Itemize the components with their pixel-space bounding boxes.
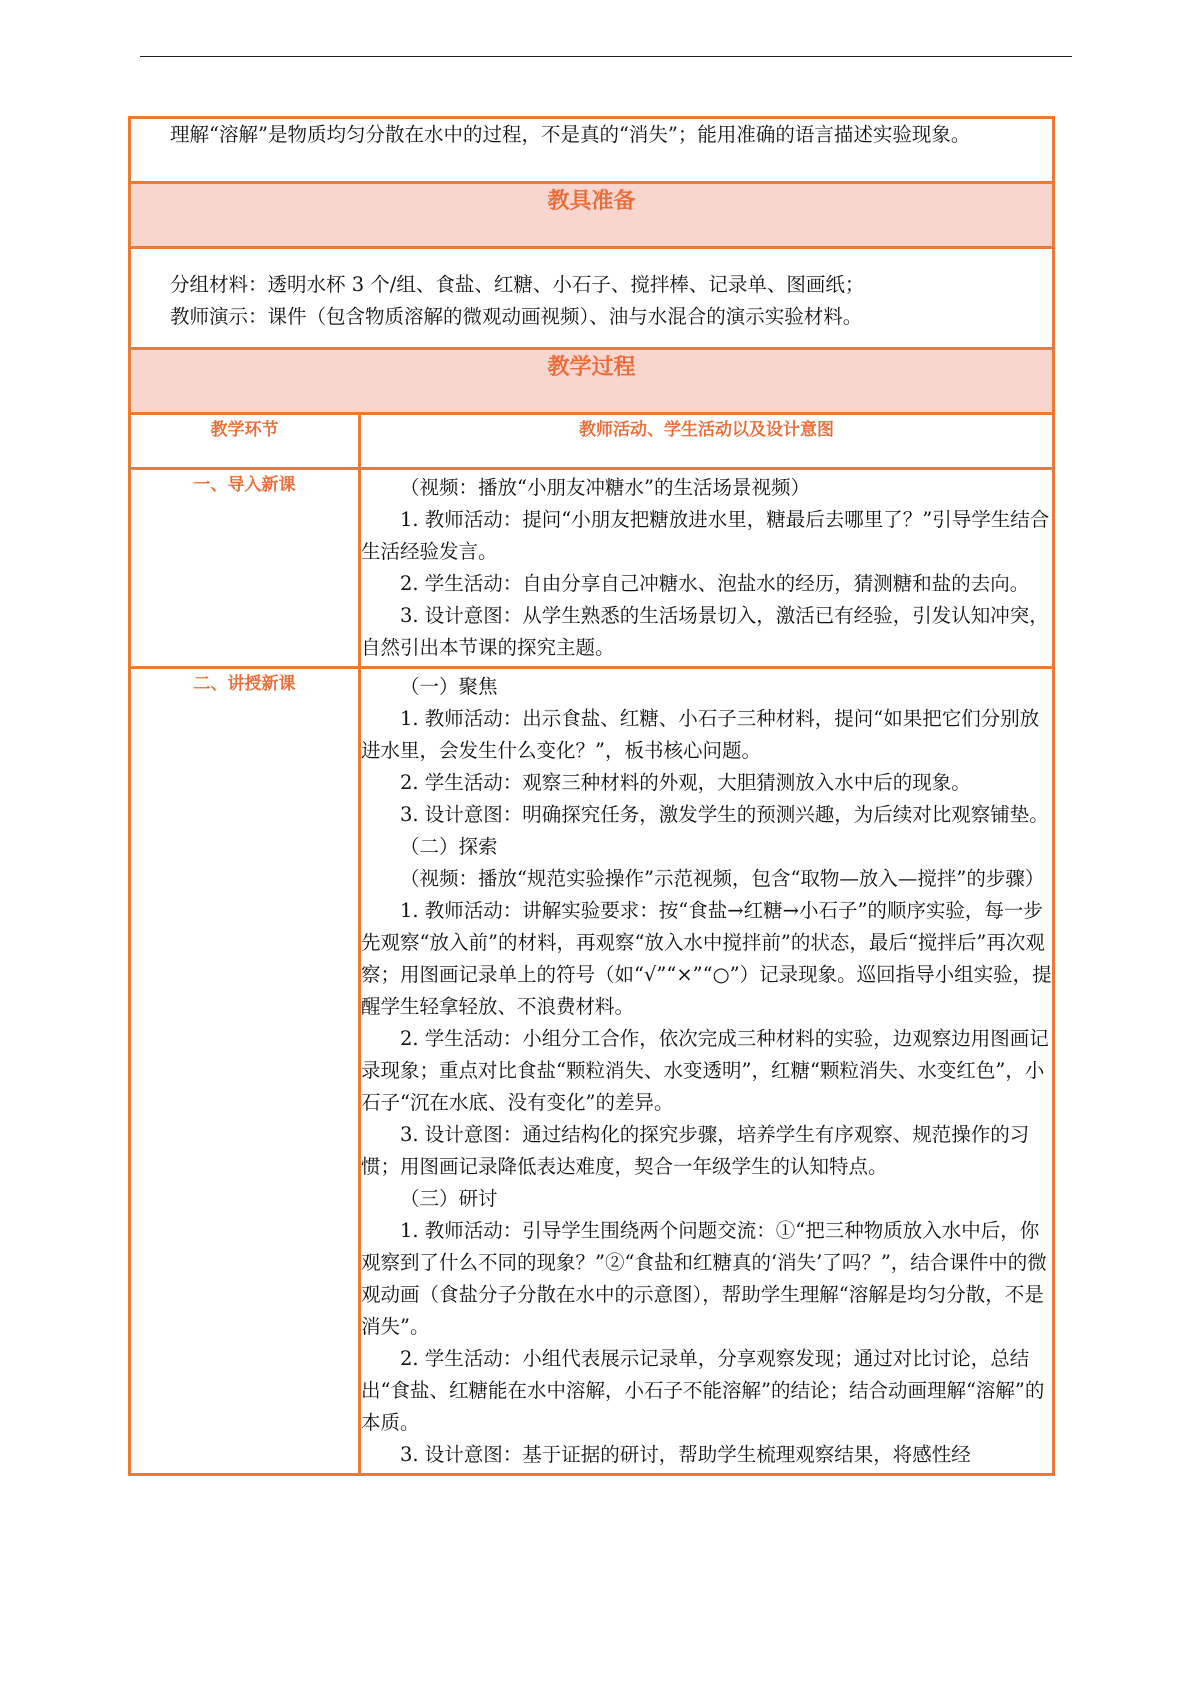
paragraph: （视频：播放“规范实验操作”示范视频，包含“取物—放入—搅拌”的步骤） — [400, 867, 1045, 890]
paragraph: 3. 设计意图：基于证据的研讨，帮助学生梳理观察结果，将感性经 — [400, 1443, 971, 1466]
header-rule — [140, 56, 1072, 57]
paragraph: （视频：播放“小朋友冲糖水”的生活场景视频） — [400, 476, 810, 499]
materials-line-2: 教师演示：课件（包含物质溶解的微观动画视频）、油与水混合的演示实验材料。 — [170, 305, 863, 328]
paragraph: 2. 学生活动：自由分享自己冲糖水、泡盐水的经历，猜测糖和盐的去向。 — [400, 572, 1030, 595]
section-row-intro — [130, 469, 1054, 668]
stage-label-intro: 一、导入新课 — [130, 469, 360, 668]
column-header-stage: 教学环节 — [210, 420, 279, 440]
paragraph: 2. 学生活动：观察三种材料的外观，大胆猜测放入水中后的现象。 — [400, 771, 971, 794]
column-header-activities: 教师活动、学生活动以及设计意图 — [579, 420, 834, 440]
section-content-new-lesson — [360, 668, 1054, 1475]
materials-line-1: 分组材料：透明水杯 3 个/组、食盐、红糖、小石子、搅拌棒、记录单、图画纸； — [170, 273, 865, 296]
process-title: 教学过程 — [547, 355, 636, 380]
paragraph: 1. 教师活动：提问“小朋友把糖放进水里，糖最后去哪里了？”引导学生结合生活经验发言。 — [361, 508, 1050, 563]
paragraph: 1. 教师活动：讲解实验要求：按“食盐→红糖→小石子”的顺序实验，每一步先观察“放入前”的材料，再观察“放入水中搅拌前”的状态，最后“搅拌后”再次观察；用图画记录单上的符号（如“√”“×”“○”）记录现象。巡回指导小组实验，提醒学生轻拿轻放、不浪费材料。 — [361, 899, 1052, 1018]
section-content-intro — [360, 469, 1054, 668]
subheading-discuss: （三）研讨 — [400, 1187, 498, 1210]
process-header-row — [130, 349, 1054, 414]
objective-text: 理解“溶解”是物质均匀分散在水中的过程，不是真的“消失”；能用准确的语言描述实验现象。 — [170, 123, 971, 146]
subheading-focus: （一）聚焦 — [400, 675, 498, 698]
materials-title: 教具准备 — [547, 189, 636, 214]
column-header-row — [130, 414, 1054, 469]
paragraph: 3. 设计意图：明确探究任务，激发学生的预测兴趣，为后续对比观察铺垫。 — [400, 803, 1049, 826]
paragraph: 3. 设计意图：通过结构化的探究步骤，培养学生有序观察、规范操作的习惯；用图画记录降低表达难度，契合一年级学生的认知特点。 — [361, 1123, 1030, 1178]
paragraph: 3. 设计意图：从学生熟悉的生活场景切入，激活已有经验，引发认知冲突，自然引出本节课的探究主题。 — [361, 604, 1049, 659]
section-row-new-lesson — [130, 668, 1054, 1475]
materials-header-row — [130, 183, 1054, 248]
subheading-explore: （二）探索 — [400, 835, 498, 858]
paragraph: 2. 学生活动：小组代表展示记录单，分享观察发现；通过对比讨论，总结出“食盐、红糖能在水中溶解，小石子不能溶解”的结论；结合动画理解“溶解”的本质。 — [361, 1347, 1045, 1434]
paragraph: 1. 教师活动：引导学生围绕两个问题交流：①“把三种物质放入水中后，你观察到了什么不同的现象？”②“食盐和红糖真的‘消失’了吗？”，结合课件中的微观动画（食盐分子分散在水中的示意图），帮助学生理解“溶解是均匀分散，不是消失”。 — [361, 1219, 1047, 1338]
objective-row — [130, 118, 1054, 183]
lesson-plan-table — [128, 116, 1055, 1476]
stage-label-new-lesson: 二、讲授新课 — [130, 668, 360, 1475]
paragraph: 1. 教师活动：出示食盐、红糖、小石子三种材料，提问“如果把它们分别放进水里，会发生什么变化？”，板书核心问题。 — [361, 707, 1040, 762]
paragraph: 2. 学生活动：小组分工合作，依次完成三种材料的实验，边观察边用图画记录现象；重点对比食盐“颗粒消失、水变透明”，红糖“颗粒消失、水变红色”，小石子“沉在水底、没有变化”的差异。 — [361, 1027, 1049, 1114]
materials-row — [130, 248, 1054, 349]
